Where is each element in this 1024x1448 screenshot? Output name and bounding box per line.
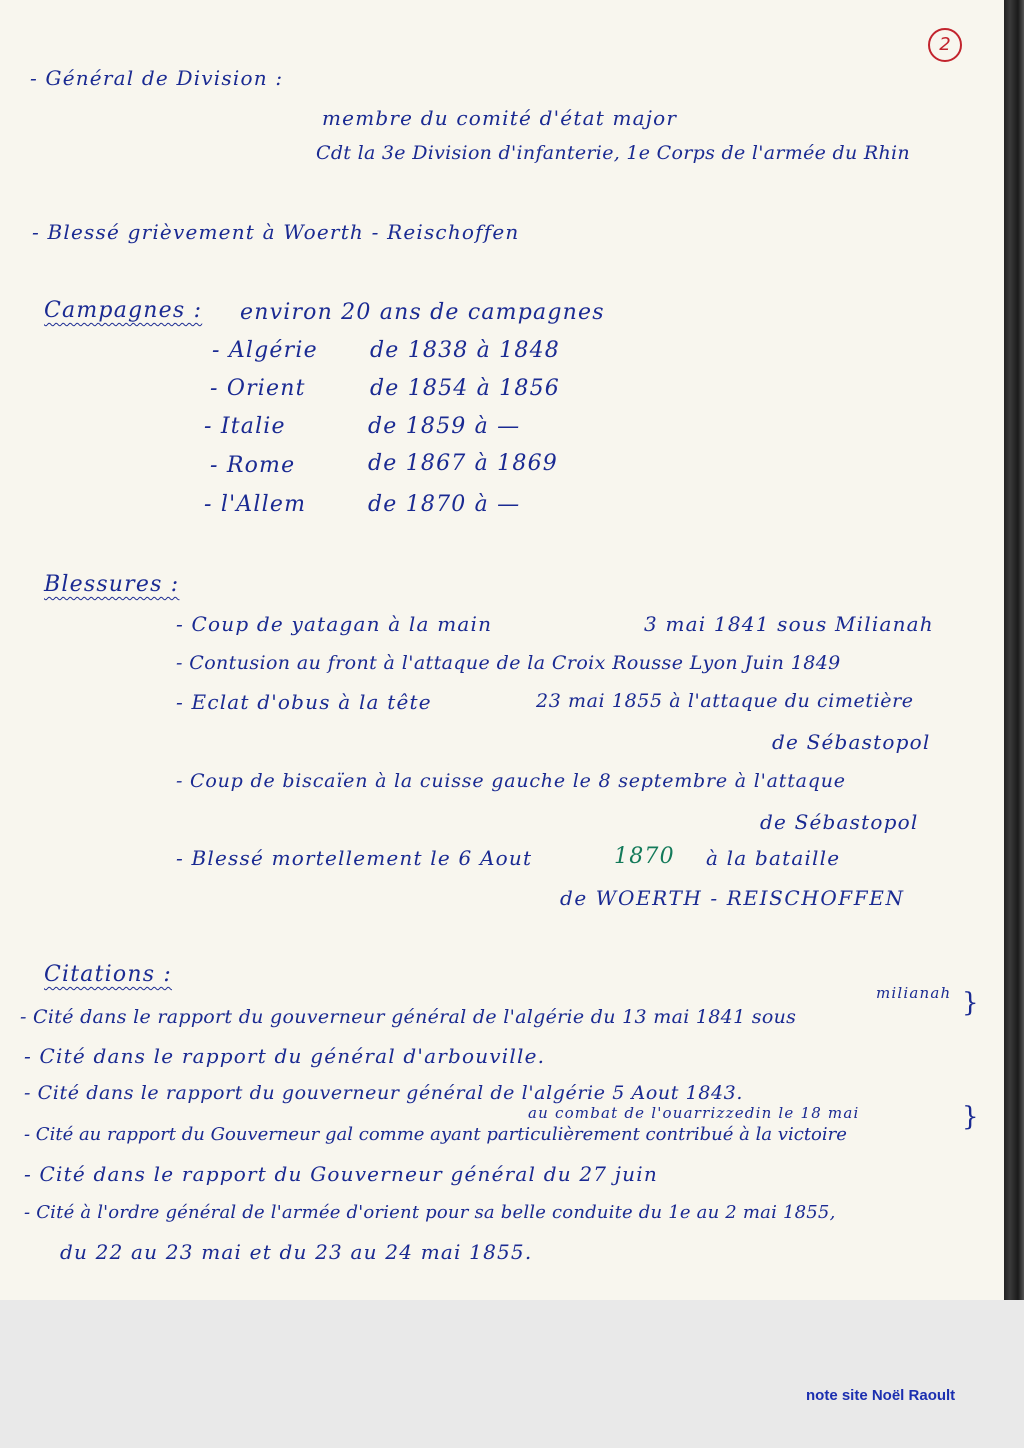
- wound-entry: - Coup de biscaïen à la cuisse gauche le 8 septembre à l'attaque: [176, 770, 846, 792]
- campagnes-intro: environ 20 ans de campagnes: [240, 300, 605, 325]
- wound-date: à la bataille: [706, 846, 841, 870]
- wound-entry: - Eclat d'obus à la tête: [176, 690, 432, 714]
- scan-edge: [1004, 0, 1024, 1300]
- command-line: Cdt la 3e Division d'infanterie, 1e Corps de l'armée du Rhin: [316, 142, 910, 164]
- rank-line: - Général de Division :: [30, 66, 284, 90]
- citations-heading: Citations :: [44, 962, 173, 987]
- staff-line: membre du comité d'état major: [322, 106, 678, 130]
- wound-year: 1870: [614, 844, 675, 869]
- citation-entry: - Cité au rapport du Gouverneur gal comme ayant particulièrement contribué à la victoire: [24, 1124, 847, 1145]
- citation-entry: - Cité dans le rapport du gouverneur général de l'algérie du 13 mai 1841 sous: [20, 1006, 797, 1028]
- campaign-dates: de 1870 à —: [368, 492, 521, 517]
- wound-date: 23 mai 1855 à l'attaque du cimetière: [536, 690, 914, 712]
- campaign-dates: de 1854 à 1856: [370, 376, 560, 401]
- brace-mark: }: [962, 988, 979, 1018]
- citation-note: au combat de l'ouarrizzedin le 18 mai: [528, 1104, 860, 1122]
- campaign-place: - l'Allem: [204, 492, 307, 517]
- wound-entry: - Coup de yatagan à la main: [176, 612, 493, 636]
- page-number-badge: 2: [928, 28, 962, 62]
- wound-date: 3 mai 1841 sous Milianah: [644, 612, 934, 636]
- campaign-dates: de 1867 à 1869: [368, 451, 558, 476]
- citation-entry: - Cité à l'ordre général de l'armée d'orient pour sa belle conduite du 1e au 2 mai 1855,: [24, 1202, 836, 1223]
- wound-place: de WOERTH - REISCHOFFEN: [560, 886, 905, 910]
- wound-summary-line: - Blessé grièvement à Woerth - Reischoffen: [32, 220, 520, 244]
- wound-place: de Sébastopol: [772, 730, 931, 754]
- wound-entry: - Contusion au front à l'attaque de la Croix Rousse Lyon Juin 1849: [176, 652, 841, 674]
- footer-note: note site Noël Raoult: [806, 1387, 956, 1404]
- campaign-dates: de 1838 à 1848: [370, 338, 560, 363]
- citation-entry: - Cité dans le rapport du Gouverneur général du 27 juin: [24, 1162, 658, 1186]
- campaign-place: - Algérie: [212, 338, 318, 363]
- campagnes-heading: Campagnes :: [44, 298, 203, 323]
- campaign-place: - Orient: [210, 376, 306, 401]
- campaign-place: - Italie: [204, 414, 286, 439]
- citation-note: milianah: [876, 984, 952, 1002]
- campaign-dates: de 1859 à —: [368, 414, 521, 439]
- wound-place: de Sébastopol: [760, 810, 919, 834]
- citation-entry: - Cité dans le rapport du gouverneur général de l'algérie 5 Aout 1843.: [24, 1082, 743, 1104]
- brace-mark: }: [962, 1102, 979, 1132]
- citation-entry: du 22 au 23 mai et du 23 au 24 mai 1855.: [60, 1240, 533, 1264]
- wound-entry: - Blessé mortellement le 6 Aout: [176, 846, 533, 870]
- campaign-place: - Rome: [210, 453, 296, 478]
- citation-entry: - Cité dans le rapport du général d'arbouville.: [24, 1044, 546, 1068]
- blessures-heading: Blessures :: [44, 572, 180, 597]
